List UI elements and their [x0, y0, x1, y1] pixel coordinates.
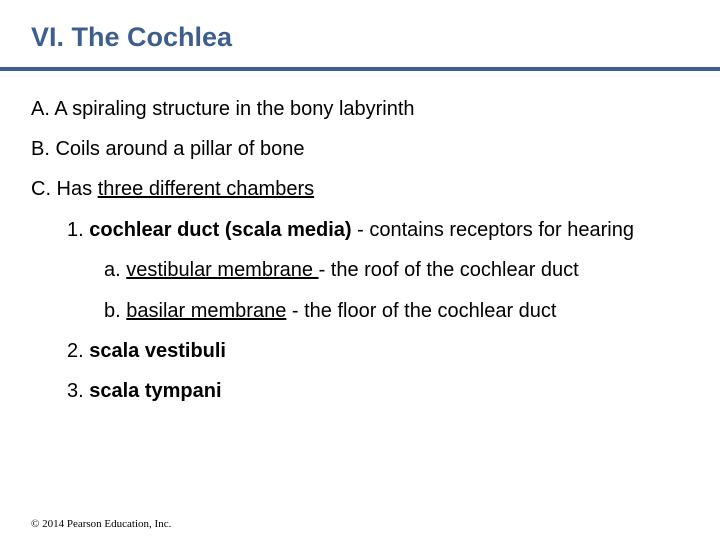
outline-item-c1-prefix: 1. — [67, 219, 90, 241]
slide-title: VI. The Cochlea — [31, 22, 233, 52]
outline-item-c3-prefix: 3. — [67, 380, 90, 402]
outline-item-b — [31, 137, 305, 161]
outline-item-c1-bold: cochlear duct (scala media) — [89, 219, 352, 241]
outline-item-c1b-prefix: b. — [104, 300, 127, 322]
outline-item-c1-rest: - contains receptors for hearing — [351, 219, 634, 241]
outline-item-c-prefix: C. Has — [31, 178, 98, 200]
outline-item-c1b-underlined: basilar membrane — [126, 300, 287, 322]
outline-item-c3-bold: scala tympani — [89, 380, 222, 402]
outline-item-c1b-rest: - the floor of the cochlear duct — [286, 300, 557, 322]
outline-item-b-text: Coils around a pillar of bone — [55, 138, 305, 160]
outline-item-a — [31, 97, 415, 121]
outline-item-a-prefix: A. — [31, 98, 55, 120]
outline-item-c — [31, 177, 314, 201]
outline-item-c-underlined: three different chambers — [97, 178, 315, 200]
outline-item-c2-bold: scala vestibuli — [89, 340, 226, 362]
outline-item-b-prefix: B. — [31, 138, 56, 160]
outline-item-c2 — [67, 339, 226, 363]
copyright-footer: © 2014 Pearson Education, Inc. — [31, 518, 172, 530]
outline-item-c1a — [104, 258, 579, 282]
outline-item-c1a-rest: - the roof of the cochlear duct — [318, 259, 579, 281]
outline-item-c1b — [104, 299, 556, 323]
outline-item-a-text: A spiraling structure in the bony labyrinth — [54, 98, 415, 120]
outline-item-c1a-underlined: vestibular membrane — [126, 259, 319, 281]
outline-item-c3 — [67, 379, 222, 403]
outline-item-c1a-prefix: a. — [104, 259, 127, 281]
title-divider — [0, 67, 720, 71]
outline-item-c1 — [67, 218, 634, 242]
outline-item-c2-prefix: 2. — [67, 340, 90, 362]
